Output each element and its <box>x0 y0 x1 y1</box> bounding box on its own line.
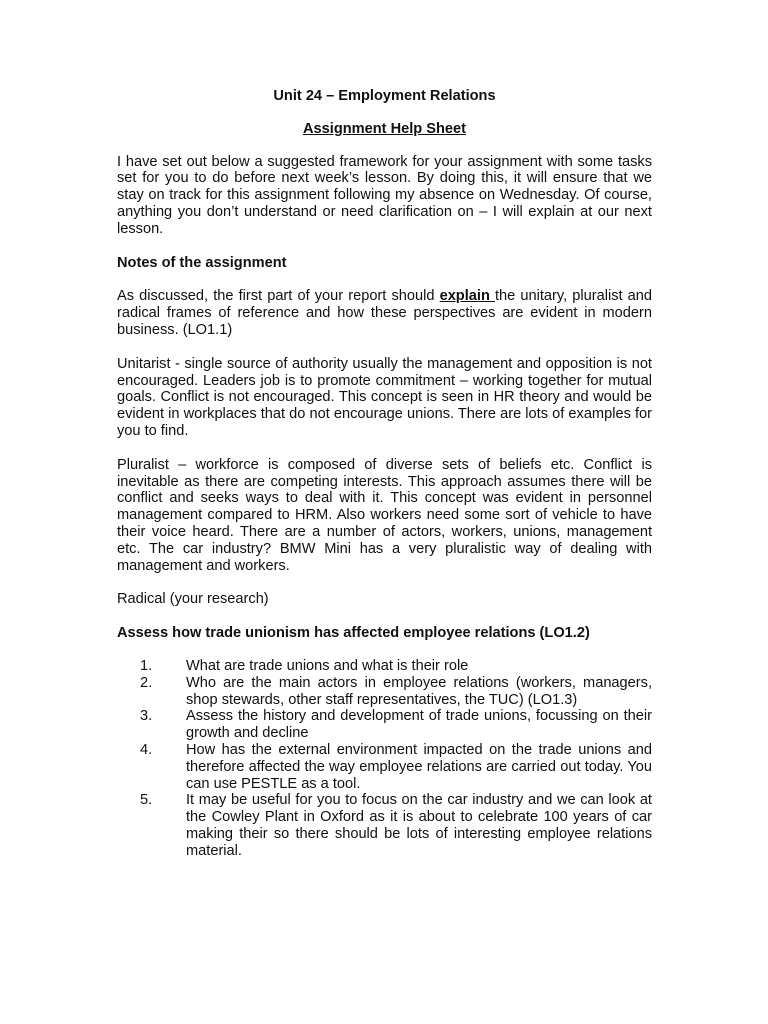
frames-text-after: the unitary, pluralist and radical frames of reference and how these perspectives are evident in modern business. (LO1.1) <box>117 288 653 338</box>
list-item <box>117 792 652 859</box>
list-item <box>117 708 652 742</box>
list-item-text: Who are the main actors in employee relations (workers, managers, shop stewards, other staff representatives, the TUC) (LO1.3) <box>186 674 652 708</box>
list-item-text: How has the external environment impacted on the trade unions and therefore affected the way employee relations are carried out today. You can use PESTLE as a tool. <box>186 741 652 792</box>
document-subtitle: Assignment Help Sheet <box>303 120 466 137</box>
frames-paragraph <box>117 288 652 338</box>
list-item-number: 4. <box>140 741 153 758</box>
frames-emphasis: explain <box>439 288 495 305</box>
list-item-number: 3. <box>140 708 153 725</box>
notes-heading: Notes of the assignment <box>117 254 287 271</box>
list-item-number: 5. <box>140 792 153 809</box>
list-item-text: What are trade unions and what is their role <box>186 657 469 674</box>
unitarist-paragraph: Unitarist - single source of authority usually the management and opposition is not encouraged. Leaders job is to promote commitment – working together for mutual goals. Conflict is not encouraged. This concept is seen in HR theory and would be evident in workplaces that do not encourage unions. There are lots of examples for you to find. <box>117 355 652 439</box>
radical-paragraph: Radical (your research) <box>117 591 269 608</box>
list-item-text: It may be useful for you to focus on the car industry and we can look at the Cowley Plant in Oxford as it is about to celebrate 100 years of car making their so there should be lots of interesting employee relations material. <box>186 792 652 859</box>
document-title: Unit 24 – Employment Relations <box>273 88 496 104</box>
list-item <box>117 742 652 792</box>
task-list <box>117 658 652 860</box>
assess-heading: Assess how trade unionism has affected employee relations (LO1.2) <box>117 625 590 642</box>
pluralist-paragraph: Pluralist – workforce is composed of diverse sets of beliefs etc. Conflict is inevitable as there are competing interests. This approach assumes there will be conflict and seeks ways to deal with it. This concept was evident in personnel management compared to HRM. Also workers need some sort of vehicle to have their voice heard. There are a number of actors, workers, unions, management etc. The car industry? BMW Mini has a very pluralistic way of dealing with management and workers. <box>117 456 652 574</box>
list-item-text: Assess the history and development of trade unions, focussing on their growth and decline <box>186 708 652 742</box>
document-page <box>117 84 652 859</box>
list-item <box>117 675 652 709</box>
list-item-number: 1. <box>140 657 153 674</box>
list-item <box>117 658 652 675</box>
frames-text-before: As discussed, the first part of your report should <box>117 288 440 305</box>
intro-paragraph: I have set out below a suggested framework for your assignment with some tasks set for you to do before next week’s lesson. By doing this, it will ensure that we stay on track for this assignment following my absence on Wednesday. Of course, anything you don’t understand or need clarification on – I will explain at our next lesson. <box>117 153 652 237</box>
list-item-number: 2. <box>140 674 153 691</box>
